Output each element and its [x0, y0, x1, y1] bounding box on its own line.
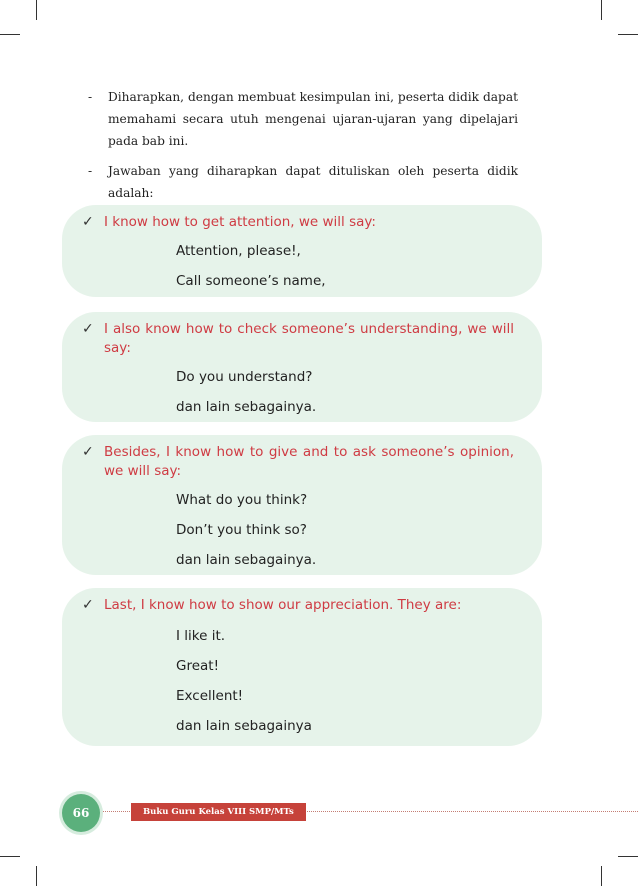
list-item [88, 160, 518, 204]
box-heading: ✓ Besides, I know how to give and to ask someone’s opinion, we will say: [82, 444, 514, 479]
checkmark-icon: ✓ [82, 321, 94, 337]
expression-item: Attention, please!, [176, 243, 301, 259]
expression-item: What do you think? [176, 492, 308, 508]
expression-item: Don’t you think so? [176, 522, 307, 538]
crop-mark [0, 856, 20, 857]
crop-mark [0, 34, 20, 35]
summary-box-understanding [62, 312, 542, 422]
list-item [88, 86, 518, 152]
expression-item: dan lain sebagainya [176, 718, 312, 734]
book-title-label: Buku Guru Kelas VIII SMP/MTs [131, 803, 306, 821]
box-heading: ✓ I also know how to check someone’s understanding, we will say: [82, 321, 514, 356]
box-heading: ✓ I know how to get attention, we will say: [82, 214, 376, 230]
summary-box-opinion [62, 435, 542, 575]
intro-bullet-list [88, 86, 518, 212]
summary-box-appreciation [62, 588, 542, 746]
bullet-dash: - [88, 90, 93, 104]
checkmark-icon: ✓ [82, 597, 94, 613]
expression-item: I like it. [176, 628, 226, 644]
expression-item: Great! [176, 658, 219, 674]
crop-mark [618, 856, 638, 857]
crop-mark [601, 0, 602, 20]
bullet-dash: - [88, 164, 93, 178]
checkmark-icon: ✓ [82, 444, 94, 460]
crop-mark [601, 866, 602, 886]
summary-box-attention [62, 205, 542, 297]
expression-item: Excellent! [176, 688, 244, 704]
bullet-text: Diharapkan, dengan membuat kesimpulan ini, peserta didik dapat memahami secara utuh mengenai ujaran-ujaran yang dipelajari pada bab ini. [108, 90, 518, 148]
expression-item: Call someone’s name, [176, 273, 326, 289]
expression-item: dan lain sebagainya. [176, 552, 317, 568]
box-heading: ✓ Last, I know how to show our appreciation. They are: [82, 597, 462, 613]
crop-mark [36, 866, 37, 886]
page-number: 66 [62, 794, 100, 832]
expression-item: Do you understand? [176, 369, 313, 385]
bullet-text: Jawaban yang diharapkan dapat dituliskan oleh peserta didik adalah: [108, 164, 518, 200]
crop-mark [618, 34, 638, 35]
checkmark-icon: ✓ [82, 214, 94, 230]
expression-item: dan lain sebagainya. [176, 399, 317, 415]
crop-mark [36, 0, 37, 20]
